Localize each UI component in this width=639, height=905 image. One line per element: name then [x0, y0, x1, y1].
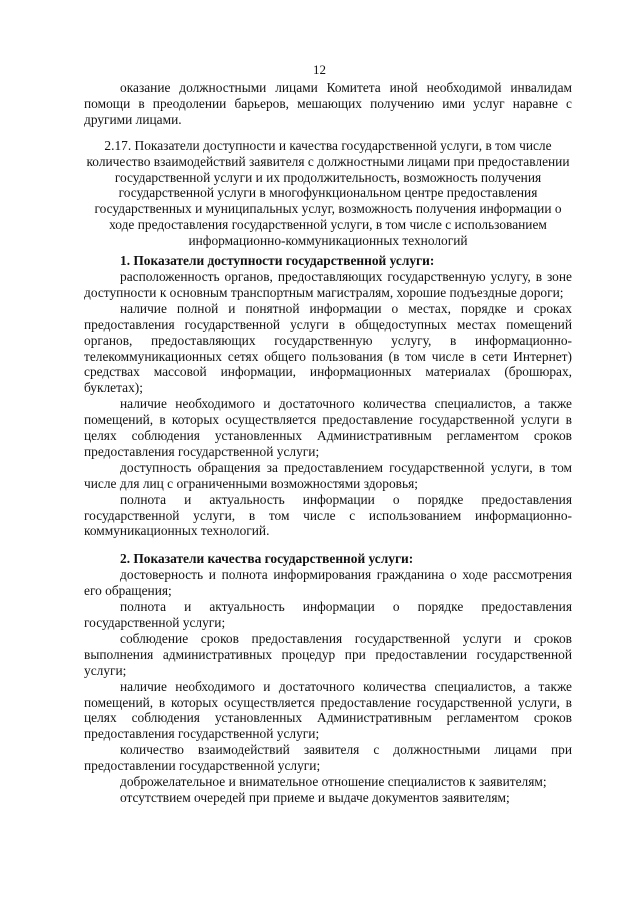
- subsection-2-item: доброжелательное и внимательное отношение специалистов к заявителям;: [120, 774, 547, 790]
- subsection-2-title: 2. Показатели качества государственной услуги:: [120, 551, 414, 567]
- subsection-1-item: полнота и актуальность информации о порядке предоставления государственной услуги, в том числе с использованием информационно-коммуникационных технологий.: [84, 491, 572, 539]
- subsection-1-item: доступность обращения за предоставлением государственной услуги, в том числе для лиц с ограниченными возможностями здоровья;: [84, 459, 572, 491]
- subsection-2-item: отсутствием очередей при приеме и выдаче документов заявителям;: [120, 789, 510, 805]
- page-number: 12: [313, 62, 326, 77]
- subsection-1-item: наличие полной и понятной информации о местах, порядке и сроках предоставления государственной услуги в общедоступных местах помещений органов, предоставляющих государственную услугу, в информационно-телекоммуникационных сетях общего пользования (в том числе в сети Интернет) средствах массовой информации, информационных материалах (брошюрах, буклетах);: [84, 300, 572, 396]
- subsection-2-item: количество взаимодействий заявителя с должностными лицами при предоставлении государственной услуги;: [84, 742, 572, 774]
- intro-paragraph: оказание должностными лицами Комитета иной необходимой инвалидам помощи в преодолении барьеров, мешающих получению ими услуг наравне с другими лицами.: [84, 80, 572, 127]
- subsection-2-item: полнота и актуальность информации о порядке предоставления государственной услуги;: [84, 599, 572, 630]
- subsection-1-item: расположенность органов, предоставляющих государственную услугу, в зоне доступности к основным транспортным магистралям, хорошие подъездные дороги;: [84, 268, 572, 300]
- section-title: 2.17. Показатели доступности и качества государственной услуги, в том числе количество взаимодействий заявителя с должностными лицами при предоставлении государственной услуги и их продолжительность, возможность получения государственной услуги в многофункциональном центре предоставления государственных и муниципальных услуг, возможность получения информации о ходе предоставления государственной услуги, в том числе с использованием информационно-коммуникационных технологий: [86, 137, 570, 249]
- subsection-1-item: наличие необходимого и достаточного количества специалистов, а также помещений, в которых осуществляется предоставление государственной услуги в целях соблюдения установленных Административным регламентом сроков предоставления государственной услуги;: [84, 396, 572, 459]
- subsection-2-item: достоверность и полнота информирования гражданина о ходе рассмотрения его обращения;: [84, 567, 572, 599]
- subsection-2-item: наличие необходимого и достаточного количества специалистов, а также помещений, в которых осуществляется предоставление государственной услуги, в целях соблюдения установленных Административным регламентом сроков предоставления государственной услуги;: [84, 678, 572, 742]
- subsection-2-item: соблюдение сроков предоставления государственной услуги и сроков выполнения административных процедур при предоставлении государственной услуги;: [84, 630, 572, 678]
- document-body: [84, 80, 572, 806]
- subsection-1-title: 1. Показатели доступности государственной услуги:: [120, 253, 435, 269]
